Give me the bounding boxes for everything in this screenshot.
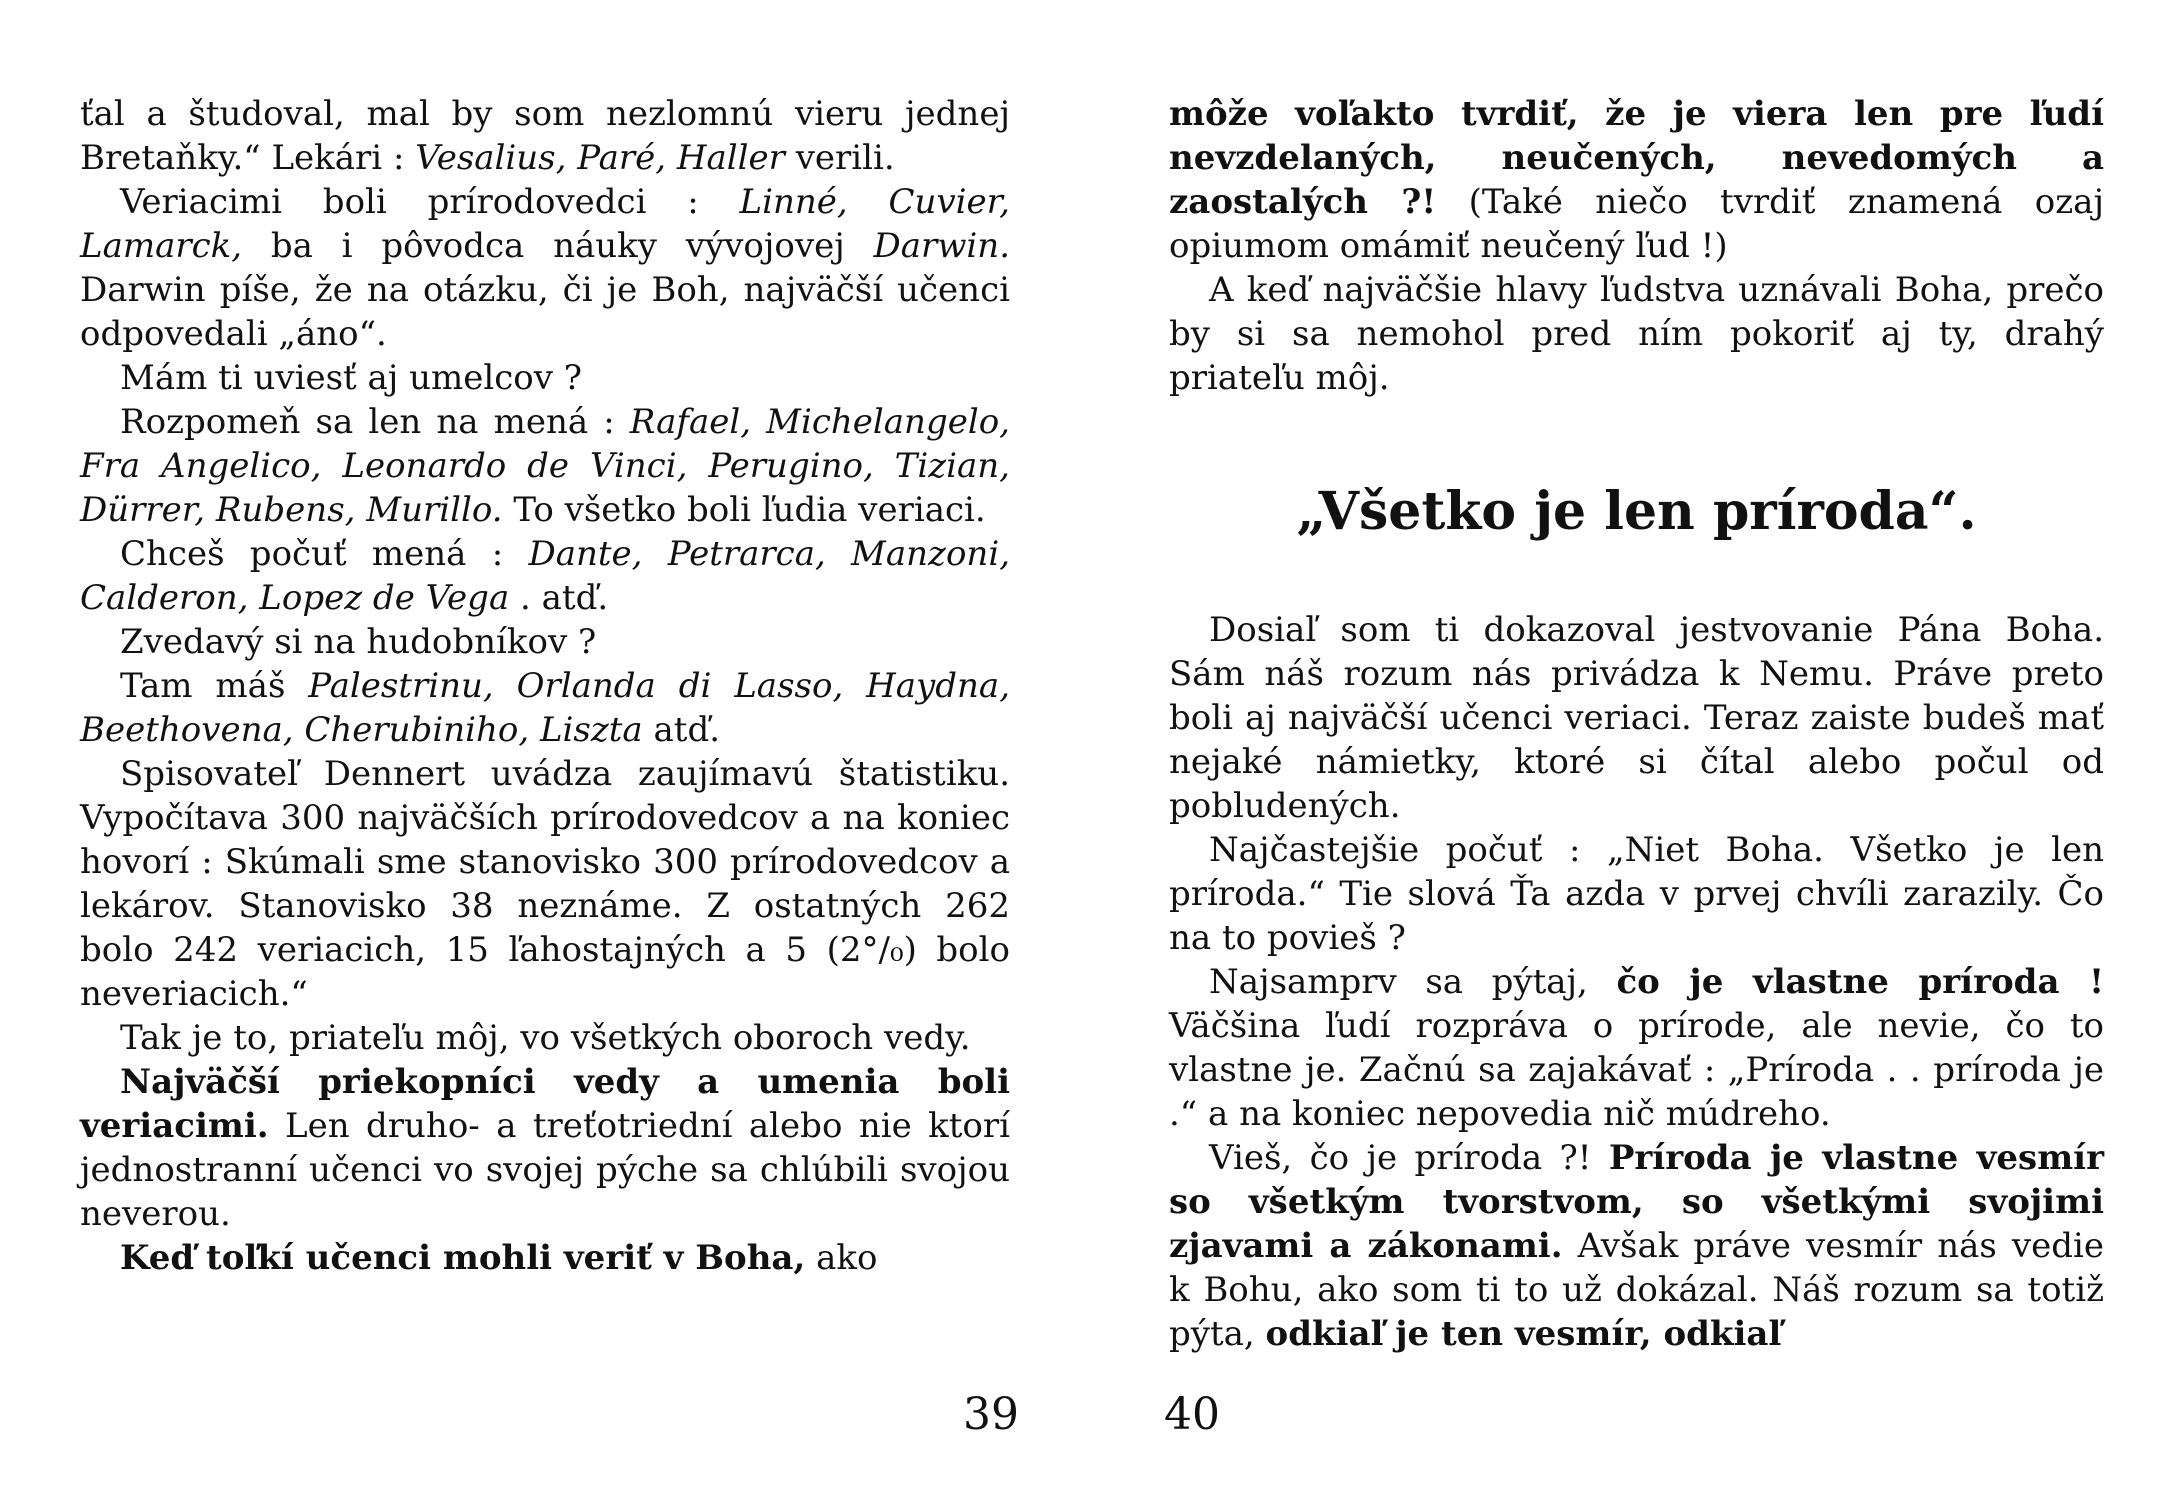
text-run: Len druho- a treťotriední alebo nie ktorí jednostranní učenci vo svojej pýche sa chlúbili svojou neverou. <box>80 1106 1010 1234</box>
text-run: Darwin píše, že na otázku, či je Boh, najväčší učenci odpovedali „áno“. <box>80 270 1010 354</box>
text-run: Dosiaľ som ti dokazoval jestvovanie Pána Boha. Sám náš rozum nás privádza k Nemu. Práve preto boli aj najväčší učenci veriaci. Teraz zaiste budeš mať nejaké námietky, ktoré si čítal alebo počul od pobludených. <box>1169 610 2104 826</box>
page-number-left: 39 <box>963 1389 1019 1440</box>
paragraph <box>1169 960 2104 1136</box>
text-run: Tam máš <box>120 666 309 706</box>
right-text-block <box>1169 92 2104 1356</box>
paragraph <box>1169 828 2104 960</box>
text-run: (Také niečo tvrdiť znamená ozaj opiumom omámiť neučený ľud !) <box>1169 182 2104 266</box>
paragraph <box>80 1016 1010 1060</box>
paragraph <box>1169 1136 2104 1356</box>
right-page <box>1084 0 2168 1500</box>
bold-text: Najväčší priekopníci vedy a umenia boli veriacimi. <box>80 1062 1010 1146</box>
paragraph <box>80 1060 1010 1236</box>
paragraph <box>80 664 1010 752</box>
text-run: To všetko boli ľudia veriaci. <box>502 490 986 530</box>
text-run: Väčšina ľudí rozpráva o prírode, ale nevie, čo to vlastne je. Začnú sa zajakávať : „Príroda . . príroda je .“ a na koniec nepovedia nič múdreho. <box>1169 1006 2104 1134</box>
bold-text: môže voľakto tvrdiť, že je viera len pre ľudí nevzdelaných, neučených, nevedomých a zaostalých ?! <box>1169 94 2104 222</box>
paragraph <box>1169 268 2104 400</box>
text-run: Najčastejšie počuť : „Niet Boha. Všetko je len príroda.“ Tie slová Ťa azda v prvej chvíli zarazily. Čo na to povieš ? <box>1169 830 2104 958</box>
text-run: Tak je to, priateľu môj, vo všetkých oboroch vedy. <box>120 1018 971 1058</box>
text-run: Avšak práve vesmír nás vedie k Bohu, ako som ti to už dokázal. Náš rozum sa totiž pýta, <box>1169 1226 2104 1354</box>
text-run: Mám ti uviesť aj umelcov ? <box>120 358 583 398</box>
text-run: Spisovateľ Dennert uvádza zaujímavú štatistiku. Vypočítava 300 najväčších prírodovedcov a na koniec hovorí : Skúmali sme stanovisko 300 prírodovedcov a lekárov. Stanovisko 38 neznáme. Z ostatných 262 bolo 242 veriacich, 15 ľahostajných a 5 (2°/₀) bolo neveriacich.“ <box>80 754 1010 1014</box>
italic-text: Dante, Petrarca, Manzoni, Calderon, Lopez de Vega <box>80 534 1010 618</box>
text-run: Zvedavý si na hudobníkov ? <box>120 622 597 662</box>
italic-text: Darwin. <box>873 226 1010 266</box>
bold-text: Príroda je vlastne vesmír so všetkým tvorstvom, so všetkými svojimi zjavami a zákonami. <box>1169 1138 2104 1266</box>
chapter-heading: „Všetko je len príroda“. <box>1296 481 1977 542</box>
right-text-after-heading <box>1169 608 2104 1356</box>
text-run: Rozpomeň sa len na mená : <box>120 402 630 442</box>
text-run: A keď najväčšie hlavy ľudstva uznávali Boha, prečo by si sa nemohol pred ním pokoriť aj ty, drahý priateľu môj. <box>1169 270 2104 398</box>
bold-text: odkiaľ je ten vesmír, odkiaľ <box>1265 1314 1782 1354</box>
paragraph <box>80 620 1010 664</box>
text-run: Veriacimi boli prírodovedci : <box>120 182 740 222</box>
paragraph <box>1169 92 2104 268</box>
text-run: . atď. <box>509 578 609 618</box>
paragraph <box>80 356 1010 400</box>
italic-text: Rafael, Michelangelo, Fra Angelico, Leonardo de Vinci, Perugino, Tizian, Dürrer, Rubens, Murillo. <box>80 402 1010 530</box>
paragraph <box>80 400 1010 532</box>
paragraph <box>80 92 1010 180</box>
paragraph <box>1169 608 2104 828</box>
text-run: Vieš, čo je príroda ?! <box>1209 1138 1609 1178</box>
text-run: ba i pôvodca náuky vývojovej <box>242 226 874 266</box>
paragraph <box>80 1236 1010 1280</box>
text-run: Najsamprv sa pýtaj, <box>1209 962 1617 1002</box>
page-number-right: 40 <box>1164 1389 1220 1440</box>
italic-text: Palestrinu, Orlanda di Lasso, Haydna, Beethovena, Cherubiniho, Liszta <box>80 666 1011 750</box>
paragraph <box>80 532 1010 620</box>
italic-text: Vesalius, Paré, Haller <box>415 138 785 178</box>
italic-text: Linné, Cuvier, Lamarck, <box>80 182 1010 266</box>
text-run: atď. <box>642 710 721 750</box>
text-run: ťal a študoval, mal by som nezlomnú vieru jednej Bretaňky.“ Lekári : <box>80 94 1010 178</box>
text-run: ako <box>805 1238 878 1278</box>
paragraph <box>80 752 1010 1016</box>
bold-text: Keď toľkí učenci mohli veriť v Boha, <box>120 1238 806 1278</box>
text-run: verili. <box>784 138 895 178</box>
left-text-block <box>80 92 1010 1280</box>
bold-text: čo je vlastne príroda ! <box>1616 962 2104 1002</box>
paragraph <box>80 180 1010 356</box>
text-run: Chceš počuť mená : <box>120 534 529 574</box>
right-text-before-heading <box>1169 92 2104 400</box>
